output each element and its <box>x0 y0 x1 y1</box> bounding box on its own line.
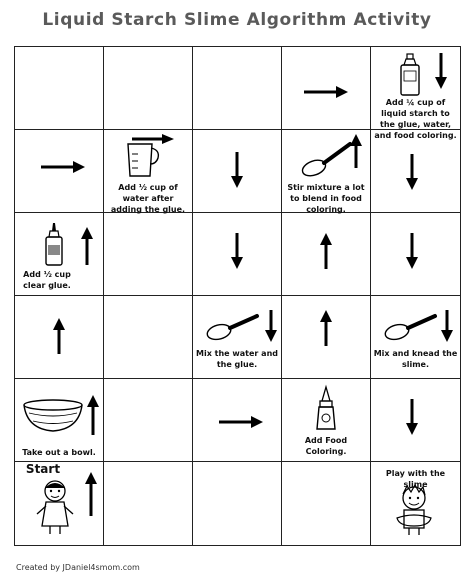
arrow-down-icon <box>231 233 243 269</box>
cell-r1c2 <box>104 47 193 130</box>
cell-r4c5 <box>371 296 460 379</box>
bowl-icon <box>21 399 85 435</box>
cell-r5c2 <box>104 379 193 462</box>
cell-r4c3 <box>193 296 282 379</box>
step-starch-label: Add ¼ cup of liquid starch to the glue, water, and food coloring. <box>374 98 457 140</box>
step-glue-label: Add ½ cup clear glue. <box>23 270 71 290</box>
glue-bottle-icon <box>43 223 65 267</box>
cell-r3c1 <box>15 213 104 296</box>
arrow-down-icon <box>406 233 418 269</box>
step-knead-label: Mix and knead the slime. <box>373 349 458 369</box>
arrow-up-icon <box>85 472 97 516</box>
boy-icon <box>389 484 439 536</box>
cell-r6c4 <box>282 462 371 545</box>
arrow-right-icon <box>41 160 85 174</box>
footer-credit: Created by JDaniel4smom.com <box>16 563 140 572</box>
girl-icon <box>33 478 77 536</box>
cell-r1c5 <box>371 47 460 140</box>
cell-r4c2 <box>104 296 193 379</box>
cell-r2c4 <box>282 130 371 213</box>
cell-r5c1 <box>15 379 104 462</box>
arrow-up-icon <box>350 134 362 168</box>
arrow-up-icon <box>320 233 332 269</box>
arrow-right-icon <box>304 85 348 99</box>
arrow-up-icon <box>81 227 93 265</box>
cell-r2c2 <box>104 130 193 213</box>
page-title: Liquid Starch Slime Algorithm Activity <box>42 10 432 30</box>
step-food-coloring-label: Add Food Coloring. <box>304 436 348 456</box>
arrow-down-icon <box>406 154 418 190</box>
cell-r5c3 <box>193 379 282 462</box>
cell-r2c1 <box>15 130 104 213</box>
arrow-up-icon <box>53 318 65 354</box>
cell-r2c5 <box>371 130 460 213</box>
cell-r4c1 <box>15 296 104 379</box>
cell-r6c1 <box>15 462 104 545</box>
cell-r5c5 <box>371 379 460 462</box>
cell-r6c3 <box>193 462 282 545</box>
step-water-label: Add ½ cup of water after adding the glue. <box>110 183 186 214</box>
cell-r6c5 <box>371 462 460 545</box>
cell-r1c4 <box>282 47 371 130</box>
cell-r1c1 <box>15 47 104 130</box>
arrow-down-icon <box>231 152 243 188</box>
cell-r3c4 <box>282 213 371 296</box>
step-mix-water-label: Mix the water and the glue. <box>196 349 278 369</box>
measuring-cup-icon <box>122 134 174 178</box>
arrow-down-icon <box>265 310 277 342</box>
arrow-down-icon <box>406 399 418 435</box>
spoon-icon <box>383 308 439 344</box>
cell-r2c3 <box>193 130 282 213</box>
step-bowl-label: Take out a bowl. <box>22 448 96 457</box>
step-stir-label: Stir mixture a lot to blend in food coloring. <box>287 183 365 214</box>
arrow-up-icon <box>87 395 99 435</box>
algorithm-grid <box>14 46 461 546</box>
spoon-icon <box>205 308 261 344</box>
cell-r6c2 <box>104 462 193 545</box>
cell-r3c3 <box>193 213 282 296</box>
start-label: Start <box>25 462 61 476</box>
starch-bottle-icon <box>399 53 421 97</box>
food-coloring-icon <box>314 387 338 433</box>
cell-r5c4 <box>282 379 371 462</box>
arrow-down-icon <box>435 53 447 89</box>
cell-r4c4 <box>282 296 371 379</box>
arrow-down-icon <box>441 310 453 342</box>
arrow-right-icon <box>219 415 263 429</box>
arrow-up-icon <box>320 310 332 346</box>
step-play-label: Play with the slime <box>385 469 446 489</box>
cell-r1c3 <box>193 47 282 130</box>
cell-r3c2 <box>104 213 193 296</box>
cell-r3c5 <box>371 213 460 296</box>
